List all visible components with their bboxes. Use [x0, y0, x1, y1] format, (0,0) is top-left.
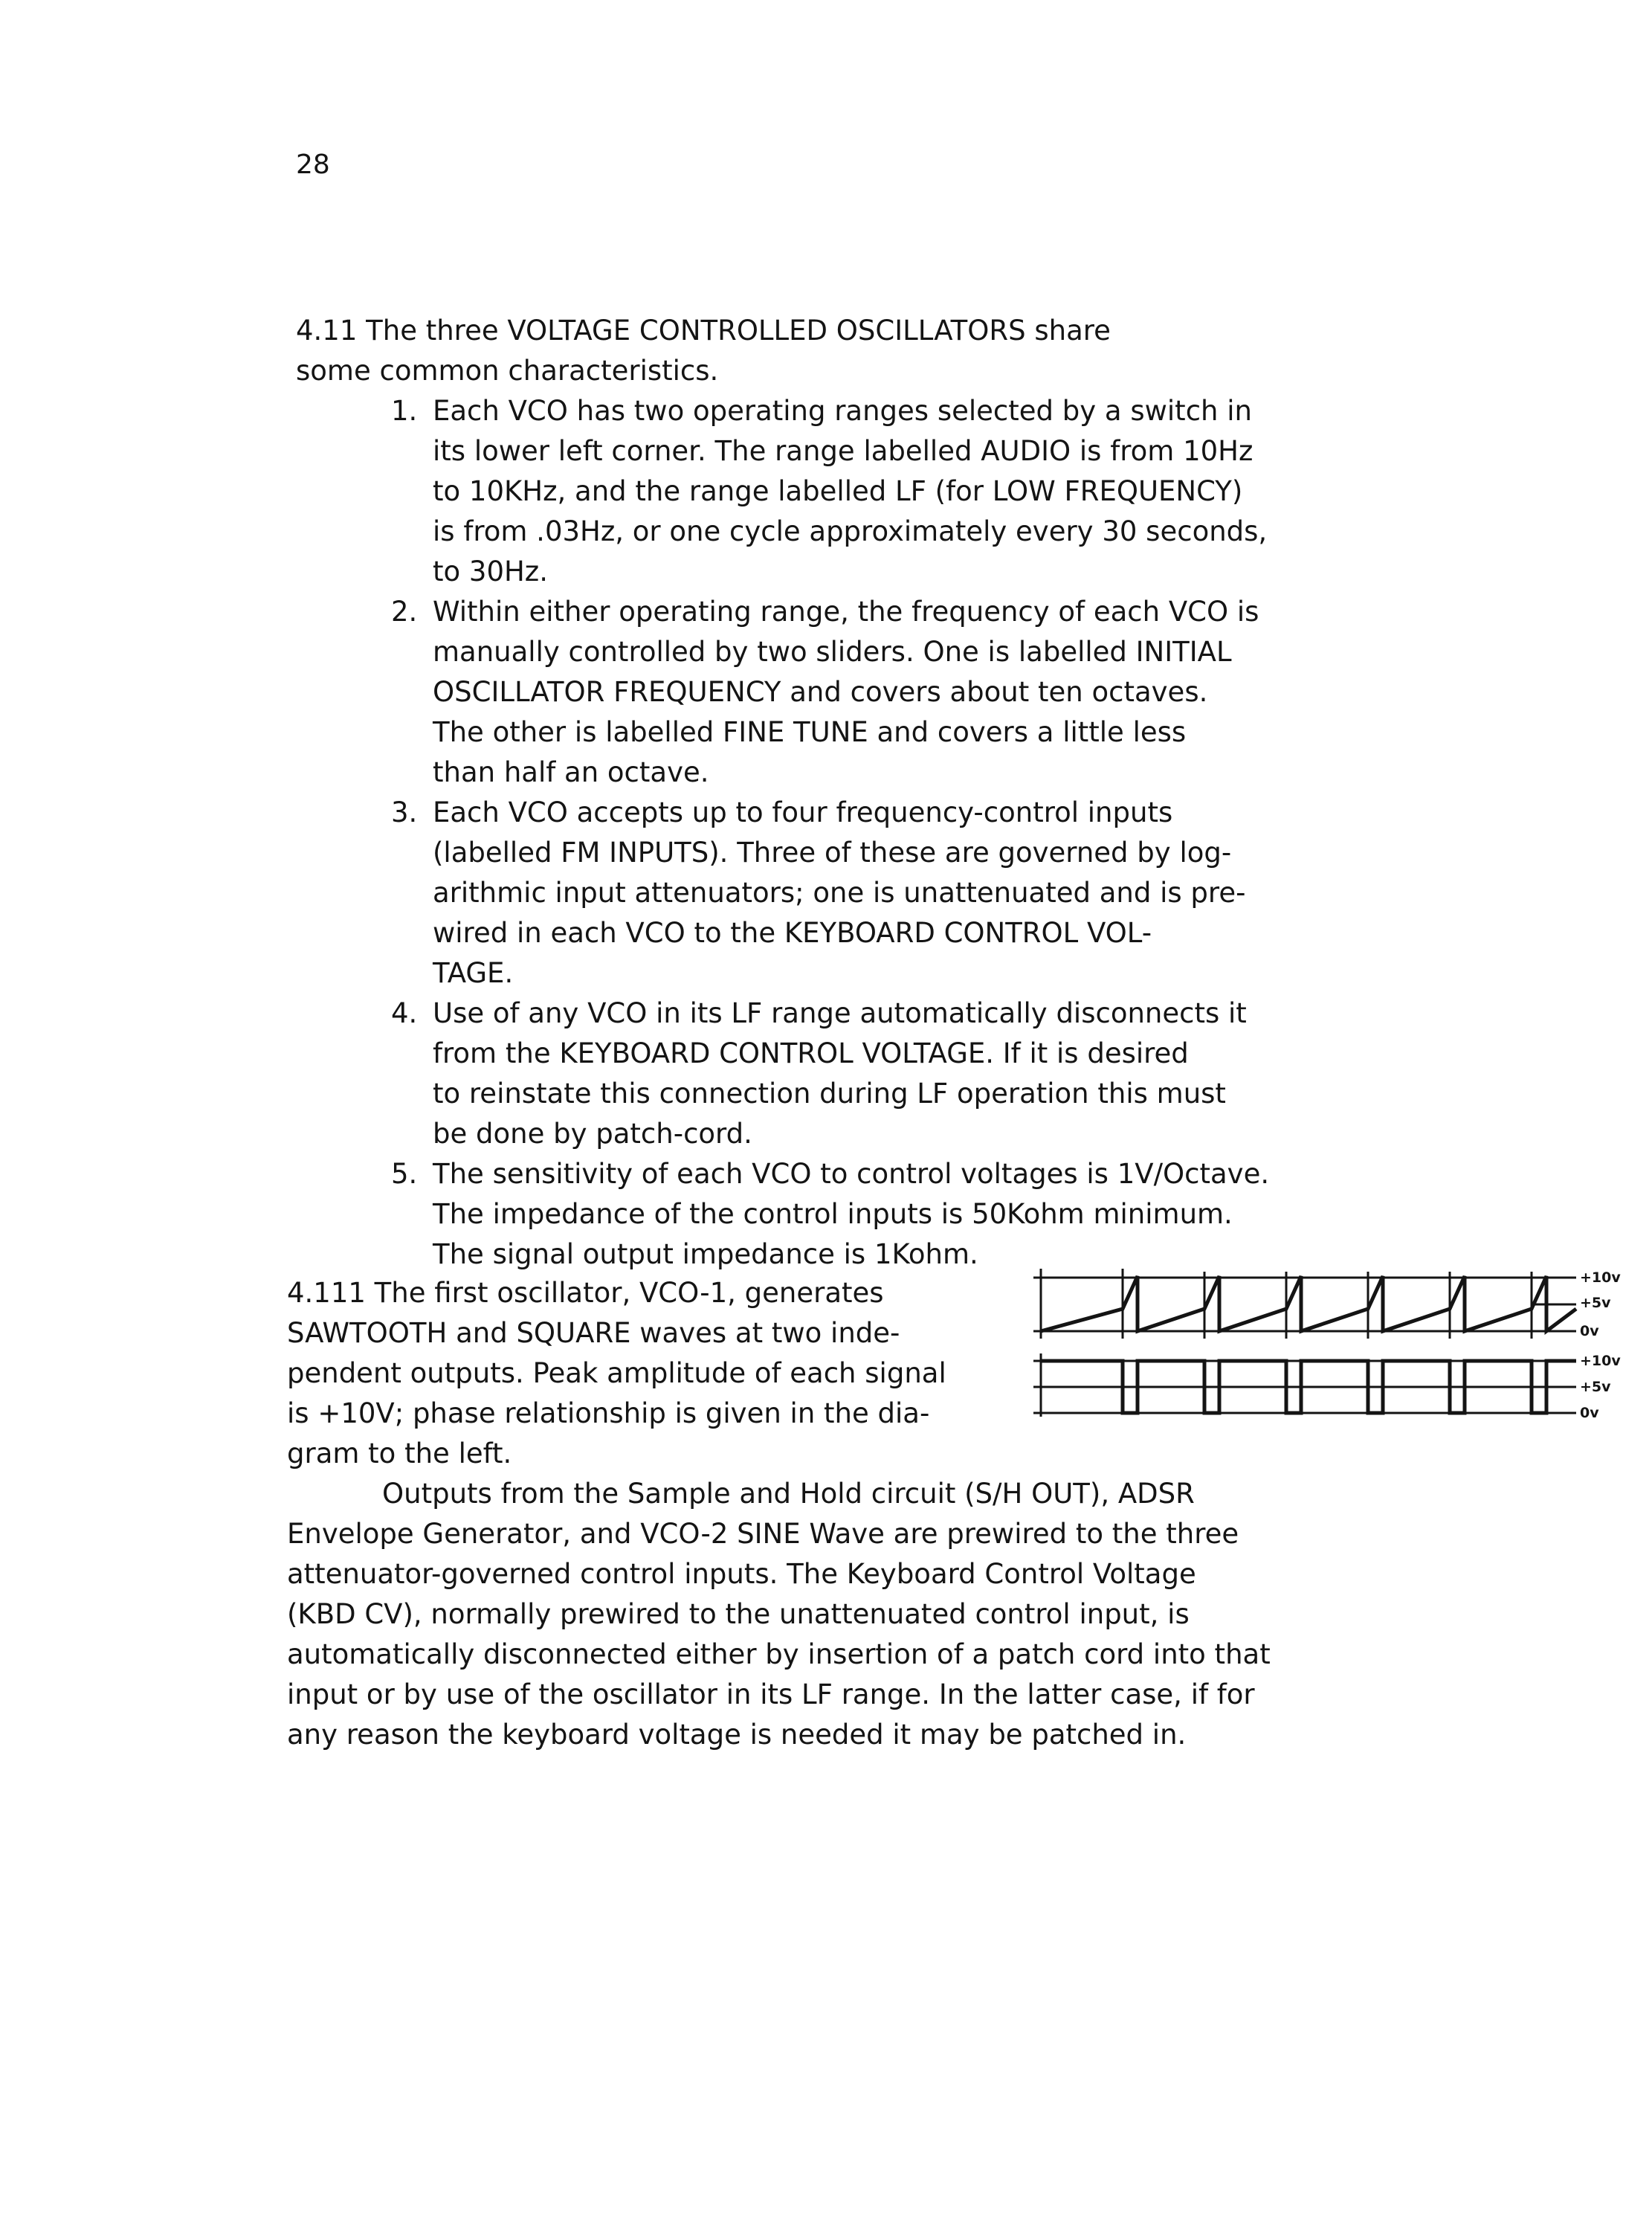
text-line: some common characteristics.: [296, 355, 719, 387]
text-line: wired in each VCO to the KEYBOARD CONTROL VOL-: [433, 917, 1152, 949]
list-item: [391, 391, 1306, 592]
text-line: is from .03Hz, or one cycle approximately every 30 seconds,: [433, 515, 1268, 547]
body-paragraph: [287, 1474, 1298, 1755]
list-number: 4.: [391, 997, 418, 1029]
text-line: The signal output impedance is 1Kohm.: [433, 1238, 978, 1270]
text-line: to reinstate this connection during LF operation this must: [433, 1078, 1226, 1110]
text-line: (labelled FM INPUTS). Three of these are governed by log-: [433, 837, 1232, 869]
text-line: to 10KHz, and the range labelled LF (for LOW FREQUENCY): [433, 475, 1243, 507]
voltage-label: 0v: [1580, 1405, 1599, 1421]
list-number: 3.: [391, 796, 418, 828]
list-number: 5.: [391, 1158, 418, 1190]
text-line: pendent outputs. Peak amplitude of each signal: [287, 1357, 946, 1389]
text-line: automatically disconnected either by insertion of a patch cord into that: [287, 1638, 1271, 1670]
text-line: Outputs from the Sample and Hold circuit (S/H OUT), ADSR: [382, 1478, 1195, 1510]
voltage-label: +5v: [1580, 1295, 1611, 1311]
text-line: to 30Hz.: [433, 556, 548, 587]
text-line: be done by patch-cord.: [433, 1118, 752, 1150]
voltage-label: +10v: [1580, 1269, 1621, 1286]
text-line: The other is labelled FINE TUNE and covers a little less: [433, 716, 1187, 748]
page-number: 28: [296, 149, 330, 180]
text-line: Each VCO has two operating ranges selected by a switch in: [433, 395, 1252, 427]
list-item: [391, 1154, 1306, 1275]
text-line: 4.11 The three VOLTAGE CONTROLLED OSCILLATORS share: [296, 315, 1111, 347]
text-line: its lower left corner. The range labelled AUDIO is from 10Hz: [433, 435, 1253, 467]
voltage-label: +5v: [1580, 1379, 1611, 1395]
text-line: manually controlled by two sliders. One is labelled INITIAL: [433, 636, 1232, 668]
characteristics-list: [391, 391, 1306, 1275]
sawtooth-wave: [1033, 1269, 1576, 1339]
text-line: attenuator-governed control inputs. The Keyboard Control Voltage: [287, 1558, 1196, 1590]
list-item: [391, 793, 1306, 994]
list-item: [391, 994, 1306, 1154]
text-line: arithmic input attenuators; one is unattenuated and is pre-: [433, 877, 1246, 909]
voltage-label: 0v: [1580, 1323, 1599, 1339]
text-line: from the KEYBOARD CONTROL VOLTAGE. If it is desired: [433, 1037, 1189, 1069]
text-line: The sensitivity of each VCO to control voltages is 1V/Octave.: [433, 1158, 1270, 1190]
waveform-diagram: [1019, 1264, 1643, 1443]
subsection-text: [287, 1273, 956, 1474]
text-line: The impedance of the control inputs is 50Kohm minimum.: [433, 1198, 1233, 1230]
sawtooth-trace: [1041, 1276, 1576, 1331]
text-line: TAGE.: [433, 957, 514, 989]
list-number: 1.: [391, 395, 418, 427]
text-line: (KBD CV), normally prewired to the unattenuated control input, is: [287, 1598, 1190, 1630]
text-line: any reason the keyboard voltage is needed it may be patched in.: [287, 1719, 1187, 1751]
text-line: Use of any VCO in its LF range automatically disconnects it: [433, 997, 1247, 1029]
text-line: Within either operating range, the frequency of each VCO is: [433, 596, 1259, 628]
text-line: Envelope Generator, and VCO-2 SINE Wave are prewired to the three: [287, 1518, 1239, 1550]
text-line: Each VCO accepts up to four frequency-control inputs: [433, 796, 1173, 828]
section-heading: [296, 311, 1307, 391]
square-wave: [1033, 1353, 1576, 1417]
list-item: [391, 592, 1306, 793]
list-number: 2.: [391, 596, 418, 628]
text-line: than half an octave.: [433, 756, 709, 788]
text-line: gram to the left.: [287, 1438, 512, 1469]
text-line: is +10V; phase relationship is given in the dia-: [287, 1397, 930, 1429]
voltage-label: +10v: [1580, 1353, 1621, 1369]
text-line: SAWTOOTH and SQUARE waves at two inde-: [287, 1317, 900, 1349]
text-line: OSCILLATOR FREQUENCY and covers about ten octaves.: [433, 676, 1208, 708]
text-line: input or by use of the oscillator in its LF range. In the latter case, if for: [287, 1678, 1255, 1710]
text-line: 4.111 The first oscillator, VCO-1, generates: [287, 1277, 884, 1309]
